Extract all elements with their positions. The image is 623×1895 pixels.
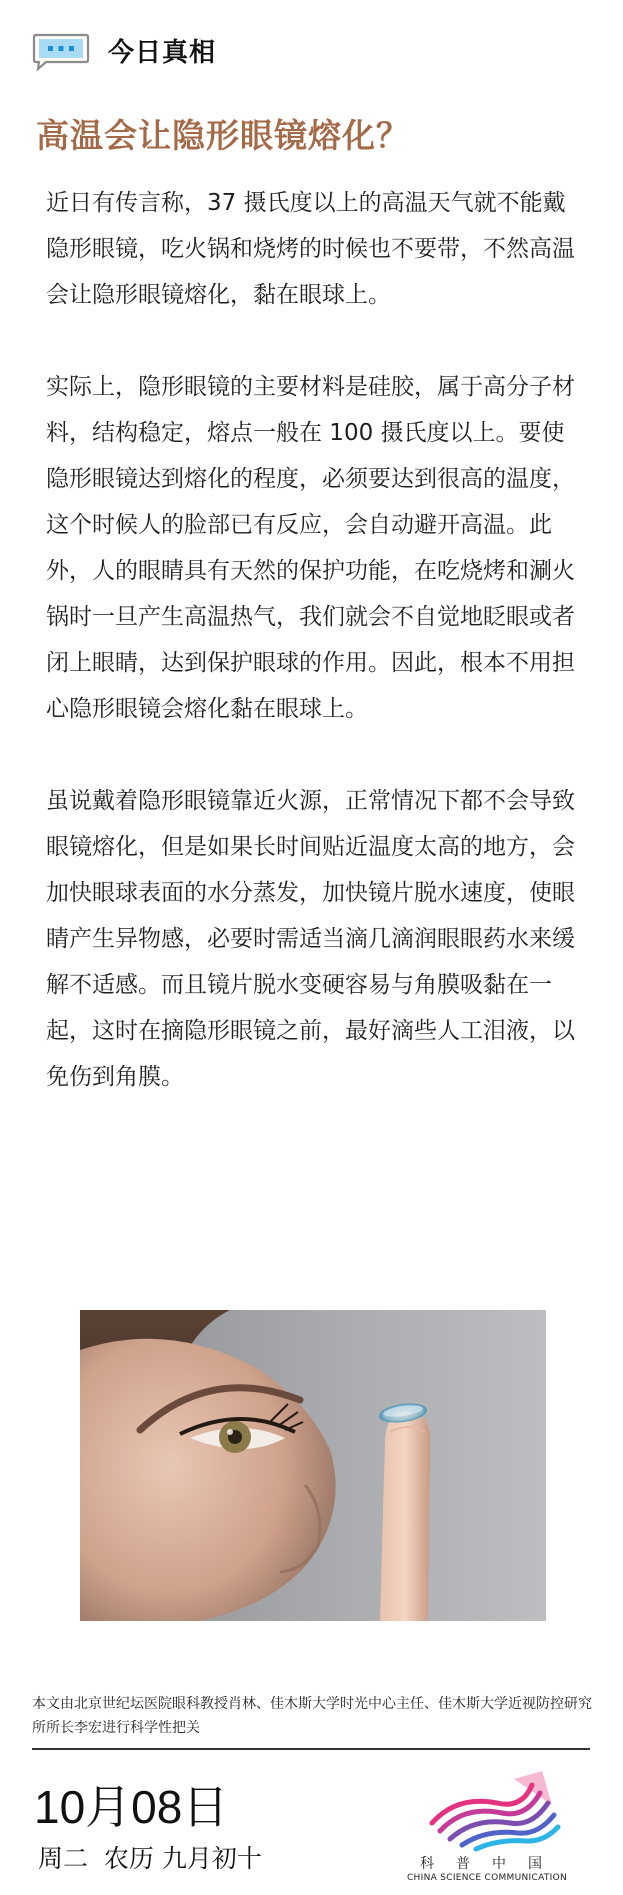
logo-mark-icon [402,1765,572,1853]
article-headline: 高温会让隐形眼镜熔化？ [36,116,410,155]
expert-credit: 本文由北京世纪坛医院眼科教授肖林、佳木斯大学时光中心主任、佳木斯大学近视防控研究所所长李宏进行科学性把关 [32,1696,592,1736]
weekday-lunar-date: 周二 农历 九月初十 [38,1844,262,1873]
page-header [32,30,216,70]
article-paragraph-1: 近日有传言称，37 摄氏度以上的高温天气就不能戴隐形眼镜，吃火锅和烧烤的时候也不要带，不然高温会让隐形眼镜熔化，黏在眼球上。 [46,190,575,308]
china-science-communication-logo [402,1765,572,1887]
date-display: 10月08日 [34,1781,229,1833]
section-title: 今日真相 [108,37,217,68]
contact-lens-photo [80,1310,546,1621]
article-body [46,180,586,1100]
logo-chinese-text: 科普中国 [420,1856,564,1872]
footer-divider [32,1748,590,1750]
article-paragraph-3: 虽说戴着隐形眼镜靠近火源，正常情况下都不会导致眼镜熔化，但是如果长时间贴近温度太高的地方，会加快眼球表面的水分蒸发，加快镜片脱水速度，使眼睛产生异物感，必要时需适当滴几滴润眼眼药水来缓解不适感。而且镜片脱水变硬容易与角膜吸黏在一起，这时在摘隐形眼镜之前，最好滴些人工泪液，以免伤到角膜。 [46,788,575,1090]
article-paragraph-2: 实际上，隐形眼镜的主要材料是硅胶，属于高分子材料，结构稳定，熔点一般在 100 摄氏度以上。要使隐形眼镜达到熔化的程度，必须要达到很高的温度，这个时候人的脸部已有反应，会自动避开高温。此外，人的眼睛具有天然的保护功能，在吃烧烤和涮火锅时一旦产生高温热气，我们就会不自觉地眨眼或者闭上眼睛，达到保护眼球的作用。因此，根本不用担心隐形眼镜会熔化黏在眼球上。 [46,374,575,722]
chat-bubble-icon [32,32,90,68]
logo-english-text: CHINA SCIENCE COMMUNICATION [406,1873,568,1883]
